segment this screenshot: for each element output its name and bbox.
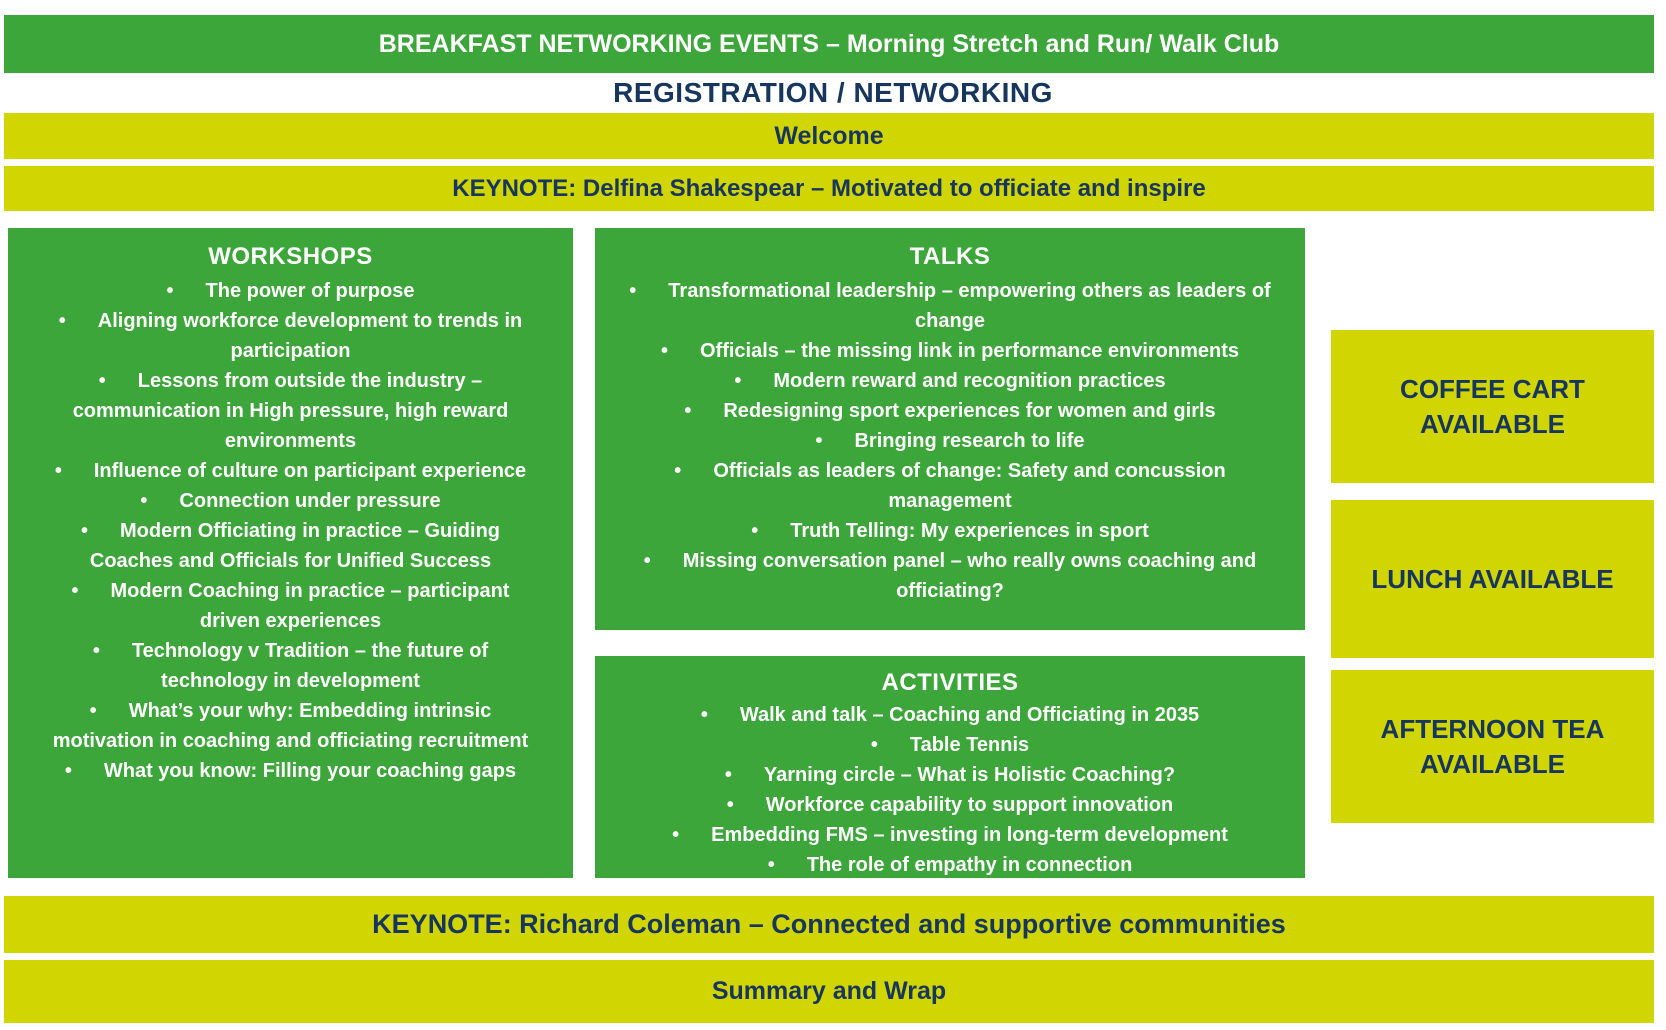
coffee-cart-panel — [1331, 330, 1654, 483]
registration-label: REGISTRATION / NETWORKING — [613, 77, 1053, 108]
talk-item: • Modern reward and recognition practices — [625, 366, 1275, 396]
keynote-afternoon-label: KEYNOTE: Richard Coleman – Connected and supportive communities — [372, 909, 1286, 939]
activity-item: • Embedding FMS – investing in long-term development — [625, 820, 1275, 850]
welcome-label: Welcome — [774, 121, 884, 150]
bullet-icon — [701, 704, 708, 726]
workshops-panel — [8, 228, 573, 878]
workshop-item: • Technology v Tradition – the future of technology in development — [48, 636, 533, 696]
talk-item: • Officials as leaders of change: Safety and concussion management — [625, 456, 1275, 516]
workshop-item: • Connection under pressure — [48, 486, 533, 516]
activity-item: • Walk and talk – Coaching and Officiating in 2035 — [625, 700, 1275, 730]
activity-item: • Workforce capability to support innovation — [625, 790, 1275, 820]
workshop-item: • What you know: Filling your coaching gaps — [48, 756, 533, 786]
workshop-item: • Influence of culture on participant experience — [48, 456, 533, 486]
bullet-icon — [93, 640, 100, 662]
bullet-icon — [768, 854, 775, 876]
bullet-icon — [684, 400, 691, 422]
bullet-icon — [90, 700, 97, 722]
workshop-item: • What’s your why: Embedding intrinsic motivation in coaching and officiating recruitment — [48, 696, 533, 756]
bullet-icon — [734, 370, 741, 392]
bullet-icon — [59, 310, 66, 332]
summary-wrap-bar — [4, 960, 1654, 1023]
activity-item: • The role of empathy in connection — [625, 850, 1275, 878]
bullet-icon — [629, 280, 636, 302]
lunch-panel — [1331, 500, 1654, 658]
keynote-afternoon-bar — [4, 896, 1654, 953]
summary-wrap-label: Summary and Wrap — [711, 977, 947, 1005]
bullet-icon — [167, 280, 174, 302]
bullet-icon — [727, 794, 734, 816]
bullet-icon — [99, 370, 106, 392]
bullet-icon — [140, 490, 147, 512]
bullet-icon — [725, 764, 732, 786]
talks-panel — [595, 228, 1305, 630]
coffee-cart-label: COFFEE CART AVAILABLE — [1400, 373, 1585, 439]
bullet-icon — [871, 734, 878, 756]
workshops-list — [8, 276, 573, 786]
bullet-icon — [674, 460, 681, 482]
workshop-item: • Aligning workforce development to trends in participation — [48, 306, 533, 366]
workshop-item: • Lessons from outside the industry – communication in High pressure, high reward environments — [48, 366, 533, 456]
keynote-morning-bar — [4, 166, 1654, 211]
talk-item: • Missing conversation panel – who really owns coaching and officiating? — [625, 546, 1275, 606]
bullet-icon — [815, 430, 822, 452]
workshops-title: WORKSHOPS — [208, 243, 373, 270]
activities-panel — [595, 656, 1305, 878]
talk-item: • Truth Telling: My experiences in sport — [625, 516, 1275, 546]
lunch-label: LUNCH AVAILABLE — [1371, 563, 1614, 594]
talk-item: • Bringing research to life — [625, 426, 1275, 456]
afternoon-tea-panel — [1331, 670, 1654, 823]
bullet-icon — [55, 460, 62, 482]
bullet-icon — [672, 824, 679, 846]
bullet-icon — [81, 520, 88, 542]
talks-title: TALKS — [909, 243, 991, 270]
welcome-bar — [4, 113, 1654, 159]
workshop-item: • Modern Coaching in practice – participant driven experiences — [48, 576, 533, 636]
bullet-icon — [751, 520, 758, 542]
keynote-morning-label: KEYNOTE: Delfina Shakespear – Motivated to officiate and inspire — [452, 174, 1206, 202]
talks-list — [595, 276, 1305, 606]
activities-list — [595, 700, 1305, 878]
bullet-icon — [661, 340, 668, 362]
talk-item: • Transformational leadership – empowering others as leaders of change — [625, 276, 1275, 336]
breakfast-networking-banner — [4, 15, 1654, 73]
bullet-icon — [72, 580, 79, 602]
activity-item: • Table Tennis — [625, 730, 1275, 760]
registration-heading — [0, 74, 1666, 112]
workshop-item: • Modern Officiating in practice – Guiding Coaches and Officials for Unified Success — [48, 516, 533, 576]
banner-title: BREAKFAST NETWORKING EVENTS – Morning Stretch and Run/ Walk Club — [378, 29, 1280, 58]
workshop-item: • The power of purpose — [48, 276, 533, 306]
bullet-icon — [65, 760, 72, 782]
talk-item: • Officials – the missing link in performance environments — [625, 336, 1275, 366]
bullet-icon — [644, 550, 651, 572]
activities-title: ACTIVITIES — [881, 669, 1019, 696]
activity-item: • Yarning circle – What is Holistic Coaching? — [625, 760, 1275, 790]
talk-item: • Redesigning sport experiences for women and girls — [625, 396, 1275, 426]
afternoon-tea-label: AFTERNOON TEA AVAILABLE — [1380, 713, 1605, 779]
